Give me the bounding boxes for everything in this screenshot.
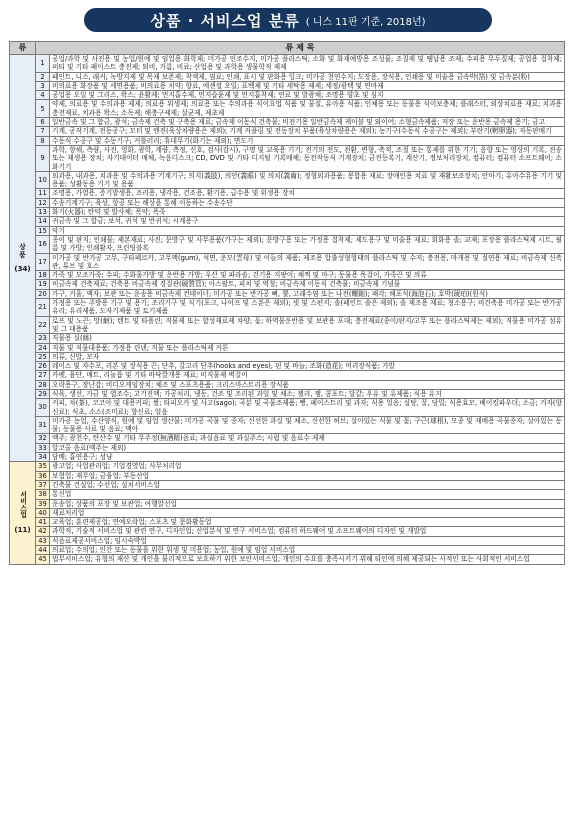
class-description: 페인트, 니스, 래커; 녹방지제 및 목재 보존제; 착색제, 염료; 인쇄, 표시 및 판화용 잉크; 미가공 천연수지; 도장용, 장식용, 인쇄용 및 미술용 금속박(箔) 및 금속분(粉) <box>50 72 565 81</box>
class-number: 20 <box>36 289 50 298</box>
table-row <box>10 371 565 380</box>
class-description: 과학, 항해, 측량, 사진, 영화, 광학, 계량, 측정, 신호, 검사(감시), 구명 및 교육용 기기; 전기의 전도, 전환, 변형, 축적, 조절 또는 통제를 위한 기기; 음향 또는 영상의 기록, 전송 또는 재생용 장치; 자기데이터 매체, 녹음디스크; CD, DVD 및 기타 디지털 기록매체; 동전작동식 기계장치; 금전등록기, 계산기, 정보처리장치, 컴퓨터; 컴퓨터 소프트웨어; 소화기기 <box>50 145 565 171</box>
class-number: 31 <box>36 416 50 434</box>
table-row <box>10 72 565 81</box>
table-row <box>10 334 565 343</box>
group-services-count: (11) <box>14 526 31 535</box>
class-number: 3 <box>36 81 50 90</box>
table-row <box>10 416 565 434</box>
class-description: 레이스 및 자수포, 리본 및 장식용 끈; 단추, 갈고리 단추(hooks and eyes), 핀 및 바늘; 조화(造花); 머리장식품; 가발 <box>50 362 565 371</box>
class-number: 13 <box>36 208 50 217</box>
class-description: 로프 및 노끈; 망(網); 텐트 및 타폴린; 직물제 또는 합성재료제 차양; 돛; 하역물운반용 및 보관용 포대; 충전재료(종이/판지/고무 또는 플라스틱제는 제외); 직물용 미가공 섬유 및 그 대용품 <box>50 316 565 334</box>
table-row <box>10 508 565 517</box>
class-number: 2 <box>36 72 50 81</box>
class-number: 24 <box>36 343 50 352</box>
class-description: 직물용 실(絲) <box>50 334 565 343</box>
class-description: 수송기계기구; 육상, 항공 또는 해상을 통해 이동하는 수송수단 <box>50 198 565 207</box>
class-number: 6 <box>36 118 50 127</box>
table-row <box>10 352 565 361</box>
group-goods-label-1: 상 <box>19 242 26 251</box>
class-number: 7 <box>36 127 50 136</box>
table-header-row <box>10 42 565 55</box>
table-row <box>10 527 565 536</box>
class-description: 통신업 <box>50 490 565 499</box>
class-description: 공업용 오일 및 그리스, 왁스; 윤활제; 먼지흡수제, 먼지습윤제 및 먼지흡착제; 연료 및 발광체; 조명용 양초 및 심지 <box>50 91 565 100</box>
class-number: 19 <box>36 280 50 289</box>
table-row <box>10 235 565 253</box>
class-number: 25 <box>36 352 50 361</box>
class-description: 과학적, 기술적 서비스업 및 관련 연구, 디자인업; 산업분석 및 연구 서비스업; 컴퓨터 하드웨어 및 소프트웨어의 디자인 및 개발업 <box>50 527 565 536</box>
table-row <box>10 462 565 471</box>
table-row <box>10 118 565 127</box>
class-number: 1 <box>36 55 50 73</box>
table-row <box>10 399 565 417</box>
class-description: 공업/과학 및 사진용 및 농업/원예 및 임업용 화학제; 미가공 인조수지, 미가공 플라스틱; 소화 및 화재예방용 조성물; 조질제 및 땜납용 조제; 수피용 무두질제; 공업용 접착제; 퍼티 및 기타 페이스트 충전제; 퇴비, 거름, 비료; 산업용 및 과학용 생물학적 제제 <box>50 55 565 73</box>
class-description: 일반금속 및 그 합금, 광석; 금속제 건축 및 구축용 재료; 금속제 이동식 건축물; 비전기용 일반금속제 케이블 및 와이어; 소형금속제품; 저장 또는 운반용 금속제 용기; 금고 <box>50 118 565 127</box>
class-description: 가정용 또는 주방용 기구 및 용기; 조리기구 및 식기(포크, 나이프 및 스푼은 제외); 빗 및 스펀지; 솔(페인트 솔은 제외); 솔 제조용 재료; 청소용구; 비건축용 미가공 또는 반가공 유리; 유리제품, 도자기제품 및 토기제품 <box>50 299 565 317</box>
table-row <box>10 389 565 398</box>
table-row <box>10 171 565 189</box>
class-description: 담배; 흡연용구; 성냥 <box>50 453 565 462</box>
table-row <box>10 362 565 371</box>
class-description: 알코올 음료(맥주는 제외) <box>50 443 565 452</box>
class-number: 40 <box>36 508 50 517</box>
table-row <box>10 518 565 527</box>
table-row <box>10 145 565 171</box>
class-number: 30 <box>36 399 50 417</box>
table-row <box>10 226 565 235</box>
class-number: 34 <box>36 453 50 462</box>
header-items: 류 제 목 <box>36 42 565 55</box>
table-row <box>10 280 565 289</box>
class-number: 14 <box>36 217 50 226</box>
class-description: 약제, 의료용 및 수의과용 제제; 의료용 위생제; 의료용 또는 수의과용 식이요법 식품 및 물질, 유아용 식품; 인체용 또는 동물용 식이보충제; 플래스터, 외상치료용 재료; 치과용 충전재료, 치과용 왁스; 소독제; 해충구제제; 살균제, 제초제 <box>50 100 565 118</box>
class-number: 29 <box>36 389 50 398</box>
table-row <box>10 208 565 217</box>
class-description: 광고업; 사업관리업; 기업경영업; 사무처리업 <box>50 462 565 471</box>
table-row <box>10 127 565 136</box>
class-number: 27 <box>36 371 50 380</box>
group-goods-count: (34) <box>14 265 31 274</box>
class-number: 11 <box>36 189 50 198</box>
table-row <box>10 81 565 90</box>
table-row <box>10 443 565 452</box>
classification-table <box>9 41 565 565</box>
table-row <box>10 434 565 443</box>
class-number: 18 <box>36 271 50 280</box>
class-description: 종이 및 판지; 인쇄물; 제본재료; 사진; 문방구 및 사무용품(가구는 제외); 문방구용 또는 가정용 접착제; 제도용구 및 미술용 재료; 회화용 솔; 교재; 포장용 플라스틱제 시트, 필름 및 가방; 인쇄활자, 프린팅블록 <box>50 235 565 253</box>
table-row <box>10 343 565 352</box>
class-description: 식음료제공서비스업; 임시숙박업 <box>50 536 565 545</box>
class-description: 비금속제 건축재료; 건축용 비금속제 경질관(硬質管); 아스팔트, 피치 및 역청; 비금속제 이동식 건축물; 비금속제 기념물 <box>50 280 565 289</box>
class-description: 식육, 생선, 가금 및 엽조수; 고기진액; 가공처리, 냉동, 건조 및 조리된 과일 및 채소; 젤리, 잼, 콤포트; 달걀; 우유 및 유제품; 식용 유지 <box>50 389 565 398</box>
class-number: 37 <box>36 480 50 489</box>
class-number: 41 <box>36 518 50 527</box>
class-number: 23 <box>36 334 50 343</box>
table-row <box>10 217 565 226</box>
class-number: 21 <box>36 299 50 317</box>
class-number: 35 <box>36 462 50 471</box>
class-description: 미가공 농업, 수산양식, 원예 및 임업 생산물; 미가공 곡물 및 종자; 신선한 과실 및 채소, 신선한 허브; 살아있는 식물 및 꽃; 구근(球根), 모종 및 재배용 곡물종자; 살아있는 동물; 동물용 사료 및 음료; 맥아 <box>50 416 565 434</box>
class-number: 32 <box>36 434 50 443</box>
table-row <box>10 189 565 198</box>
table-row <box>10 91 565 100</box>
class-number: 12 <box>36 198 50 207</box>
class-description: 비의료용 화장품 및 세면용품; 비의료용 치약; 향료, 에센셜 오일; 표백제 및 기타 세탁용 제제; 세정/광택 및 연마재 <box>50 81 565 90</box>
class-description: 맥주; 광천수, 탄산수 및 기타 무주정(無酒精)음료; 과실음료 및 과실주스; 시럽 및 음료수 제제 <box>50 434 565 443</box>
class-description: 교육업; 훈련제공업; 연예오락업; 스포츠 및 문화활동업 <box>50 518 565 527</box>
class-description: 오락용구, 장난감; 비디오게임장치; 체조 및 스포츠용품; 크리스마스트리용 장식품 <box>50 380 565 389</box>
class-description: 가죽 및 모조가죽; 수피; 수화물가방 및 운반용 가방; 우산 및 파라솔; 걷기용 지팡이; 채찍 및 마구; 동물용 목걸이, 가죽끈 및 의류 <box>50 271 565 280</box>
table-row <box>10 136 565 145</box>
class-description: 수동식 수공구 및 수동기구; 커틀러리; 휴대무기(화기는 제외); 면도기 <box>50 136 565 145</box>
table-row <box>10 536 565 545</box>
class-number: 44 <box>36 546 50 555</box>
class-number: 43 <box>36 536 50 545</box>
class-description: 재료처리업 <box>50 508 565 517</box>
table-row <box>10 555 565 564</box>
group-goods <box>10 55 36 462</box>
table-row <box>10 271 565 280</box>
group-goods-label-2: 품 <box>19 251 26 260</box>
table-row <box>10 198 565 207</box>
class-number: 17 <box>36 253 50 271</box>
group-services-label: 서비스업 <box>18 491 27 519</box>
class-number: 8 <box>36 136 50 145</box>
class-number: 15 <box>36 226 50 235</box>
table-body <box>10 55 565 565</box>
class-description: 보험업; 재무업; 금융업; 부동산업 <box>50 471 565 480</box>
class-description: 카펫, 융단, 매트, 리놀륨 및 기타 바닥깔개용 재료; 비직물제 벽걸이 <box>50 371 565 380</box>
table-row <box>10 546 565 555</box>
table-row <box>10 289 565 298</box>
class-number: 45 <box>36 555 50 564</box>
class-number: 38 <box>36 490 50 499</box>
table-row <box>10 499 565 508</box>
table-row <box>10 471 565 480</box>
table-row <box>10 490 565 499</box>
title-banner <box>84 8 492 32</box>
table-row <box>10 453 565 462</box>
class-number: 42 <box>36 527 50 536</box>
table-row <box>10 480 565 489</box>
table-row <box>10 100 565 118</box>
class-number: 26 <box>36 362 50 371</box>
class-number: 16 <box>36 235 50 253</box>
class-description: 기계, 공작기계, 전동공구; 모터 및 엔진(육상차량용은 제외); 기계 커플링 및 전동장치 부품(육상차량용은 제외); 농기구(수동식 수공구는 제외); 부란기(孵卵器); 자동판매기 <box>50 127 565 136</box>
class-description: 운송업; 상품의 포장 및 보관업; 여행알선업 <box>50 499 565 508</box>
class-description: 조명용, 가열용, 증기발생용, 조리용, 냉각용, 건조용, 환기용, 급수용 및 위생용 장치 <box>50 189 565 198</box>
class-number: 28 <box>36 380 50 389</box>
class-number: 10 <box>36 171 50 189</box>
class-description: 건축물 건설업; 수선업; 설치서비스업 <box>50 480 565 489</box>
class-number: 5 <box>36 100 50 118</box>
group-services <box>10 462 36 564</box>
class-description: 직물 및 직물대용품; 가정용 린넨; 직물 또는 플라스틱제 커튼 <box>50 343 565 352</box>
page-title: 상품 · 서비스업 분류 <box>150 11 300 30</box>
class-number: 9 <box>36 145 50 171</box>
class-number: 33 <box>36 443 50 452</box>
class-description: 외과용, 내과용, 치과용 및 수의과용 기계기구; 의지(義肢), 의안(義眼) 및 의치(義齒); 정형외과용품; 봉합용 재료; 장애인용 치료 및 재활보조장치; 안마기; 유아수유용 기기 및 용품; 성활동용 기기 및 용품 <box>50 171 565 189</box>
class-description: 귀금속 및 그 합금; 보석, 귀석 및 반귀석; 시계용구 <box>50 217 565 226</box>
class-description: 법무서비스업; 유형의 재산 및 개인을 물리적으로 보호하기 위한 보안서비스업; 개인의 수요를 충족시키기 위해 타인에 의해 제공되는 사적인 또는 사회적인 서비스업 <box>50 555 565 564</box>
class-description: 가구, 거울, 액자; 보관 또는 운송용 비금속제 컨테이너; 미가공 또는 반가공 뼈, 뿔, 고래수염 또는 나전(螺鈿); 패각; 해포석(海泡石); 호박(琥珀)(원석) <box>50 289 565 298</box>
class-number: 36 <box>36 471 50 480</box>
page-subtitle: ( 니스 11판 기준, 2018년) <box>305 16 426 28</box>
class-description: 커피, 차(茶), 코코아 및 대용커피; 쌀; 타피오카 및 사고(sago); 곡분 및 곡물조제품; 빵, 페이스트리 및 과자; 식용 얼음; 설탕, 꿀, 당밀; 식용효모, 베이킹파우더; 소금; 겨자(향신료); 식초, 소스(조미료); 향신료; 얼음 <box>50 399 565 417</box>
table-row <box>10 380 565 389</box>
class-description: 의료업; 수의업; 인간 또는 동물을 위한 위생 및 미용업; 농업, 원예 및 임업 서비스업 <box>50 546 565 555</box>
class-description: 화기(火器); 탄약 및 발사체; 폭약; 폭죽 <box>50 208 565 217</box>
class-number: 39 <box>36 499 50 508</box>
class-description: 미가공 및 반가공 고무, 구타페르카, 고무액(gum), 석면, 운모(雲母) 및 이들의 제품; 제조용 압출성형형태의 플라스틱 및 수지; 충전용, 마개용 및 절연용 재료; 비금속제 신축관, 튜브 및 호스 <box>50 253 565 271</box>
table-row <box>10 316 565 334</box>
table-row <box>10 253 565 271</box>
class-description: 악기 <box>50 226 565 235</box>
table-row <box>10 55 565 73</box>
header-group: 류 <box>10 42 36 55</box>
table-row <box>10 299 565 317</box>
class-number: 4 <box>36 91 50 100</box>
class-number: 22 <box>36 316 50 334</box>
class-description: 의류, 신발, 모자 <box>50 352 565 361</box>
